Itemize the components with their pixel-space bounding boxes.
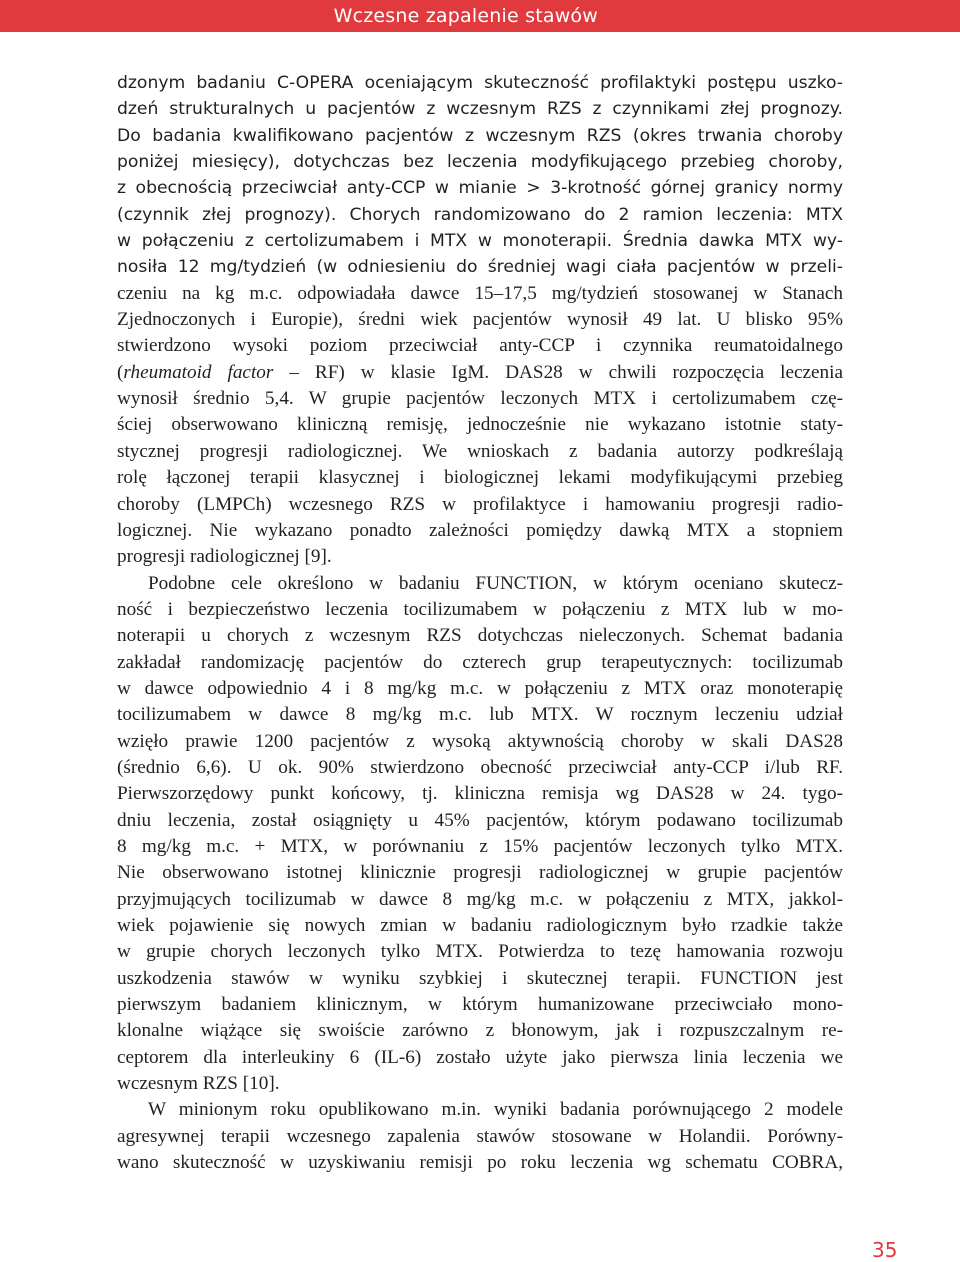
text-line: dniu leczenia, został osiągnięty u 45% pacjentów, którym podawano tocilizumab xyxy=(117,809,843,831)
text-line: wzięło prawie 1200 pacjentów z wysoką aktywnością choroby w skali DAS28 xyxy=(117,730,843,752)
text-run: ( xyxy=(117,361,124,383)
text-line: stwierdzono wysoki poziom przeciwciał anty-CCP i czynnika reumatoidalnego xyxy=(117,335,843,357)
text-line: Podobne cele określono w badaniu FUNCTION, w którym oceniano skutecz- xyxy=(148,572,843,594)
running-header-bar xyxy=(0,0,960,32)
text-line: dzeń strukturalnych u pacjentów z wczesnym RZS z czynnikami złej prognozy. xyxy=(117,99,843,120)
text-line: uszkodzenia stawów w wyniku szybkiej i skutecznej terapii. FUNCTION jest xyxy=(117,967,843,989)
text-line: noterapii u chorych z wczesnym RZS dotychczas nieleczonych. Schemat badania xyxy=(117,625,843,647)
text-line: logicznej. Nie wykazano ponadto zależności pomiędzy dawką MTX a stopniem xyxy=(117,519,843,541)
text-line: wczesnym RZS [10]. xyxy=(117,1073,280,1095)
text-line: ceptorem dla interleukiny 6 (IL-6) zostało użyte jako pierwsza linia leczenia we xyxy=(117,1046,843,1068)
text-line: 8 mg/kg m.c. + MTX, w porównaniu z 15% pacjentów leczonych tylko MTX. xyxy=(117,835,843,857)
running-header-title: Wczesne zapalenie stawów xyxy=(333,5,598,27)
italic-term: rheumatoid factor xyxy=(123,361,274,383)
text-line: rolę łączonej terapii klasycznej i biologicznej lekami modyfikującymi przebieg xyxy=(117,467,843,489)
text-line: wano skuteczność w uzyskiwaniu remisji po roku leczenia wg schematu COBRA, xyxy=(117,1152,843,1174)
text-line: poniżej miesięcy), dotychczas bez leczenia modyfikującego przebieg choroby, xyxy=(117,152,843,173)
text-line: z obecnością przeciwciał anty-CCP w mianie > 3-krotność górnej granicy normy xyxy=(117,178,843,199)
text-line: przyjmujących tocilizumab w dawce 8 mg/kg m.c. w połączeniu z MTX, jakkol- xyxy=(117,888,843,910)
text-line: dzonym badaniu C-OPERA oceniającym skuteczność profilaktyki postępu uszko- xyxy=(117,73,843,93)
text-line: w dawce odpowiednio 4 i 8 mg/kg m.c. w połączeniu z MTX oraz monoterapię xyxy=(117,677,843,699)
body-text xyxy=(117,70,843,1176)
text-line: ściej obserwowano kliniczną remisję, jednocześnie nie wykazano istotnie staty- xyxy=(117,414,843,436)
text-line: nosiła 12 mg/tydzień (w odniesieniu do średniej wagi ciała pacjentów w przeli- xyxy=(117,257,843,278)
text-run: – RF) w klasie IgM. DAS28 w chwili rozpoczęcia leczenia xyxy=(273,361,843,383)
text-line: w grupie chorych leczonych tylko MTX. Potwierdza to tezę hamowania rozwoju xyxy=(117,941,843,963)
text-line: Nie obserwowano istotnej klinicznie progresji radiologicznej w grupie pacjentów xyxy=(117,862,843,884)
text-line: agresywnej terapii wczesnego zapalenia stawów stosowane w Holandii. Porówny- xyxy=(117,1125,843,1147)
text-line: Pierwszorzędowy punkt końcowy, tj. kliniczna remisja wg DAS28 w 24. tygo- xyxy=(117,783,843,805)
text-line: wiek pojawienie się nowych zmian w badaniu radiologicznym było rzadkie także xyxy=(117,915,843,936)
text-line: zakładał randomizację pacjentów do czterech grup terapeutycznych: tocilizumab xyxy=(117,651,843,673)
text-line: choroby (LMPCh) wczesnego RZS w profilaktyce i hamowaniu progresji radio- xyxy=(117,493,843,515)
text-line: klonalne wiążące się swoiście zarówno z błonowym, jak i rozpuszczalnym re- xyxy=(117,1020,843,1042)
text-line: Do badania kwalifikowano pacjentów z wczesnym RZS (okres trwania choroby xyxy=(117,125,843,146)
text-line: wynosił średnio 5,4. W grupie pacjentów leczonych MTX i certolizumabem czę- xyxy=(117,388,843,410)
text-line: w połączeniu z certolizumabem i MTX w monoterapii. Średnia dawka MTX wy- xyxy=(117,231,843,252)
page-number: 35 xyxy=(872,1238,898,1262)
text-line: Zjednoczonych i Europie), średni wiek pacjentów wynosił 49 lat. U blisko 95% xyxy=(117,309,843,331)
text-line: (czynnik złej prognozy). Chorych randomizowano do 2 ramion leczenia: MTX xyxy=(117,204,843,225)
text-line: ność i bezpieczeństwo leczenia tocilizumabem w połączeniu z MTX lub w mo- xyxy=(117,598,843,620)
text-line xyxy=(117,360,843,386)
text-line: progresji radiologicznej [9]. xyxy=(117,546,332,568)
text-line: tocilizumabem w dawce 8 mg/kg m.c. lub MTX. W rocznym leczeniu udział xyxy=(117,704,843,726)
text-line: W minionym roku opublikowano m.in. wyniki badania porównującego 2 modele xyxy=(148,1099,843,1121)
text-line: stycznej progresji radiologicznej. We wnioskach z badania autorzy podkreślają xyxy=(117,440,843,462)
text-line: pierwszym badaniem klinicznym, w którym humanizowane przeciwciało mono- xyxy=(117,994,843,1016)
text-line: (średnio 6,6). U ok. 90% stwierdzono obecność przeciwciał anty-CCP i/lub RF. xyxy=(117,756,843,778)
text-line: czeniu na kg m.c. odpowiadała dawce 15–17,5 mg/tydzień stosowanej w Stanach xyxy=(117,282,843,304)
